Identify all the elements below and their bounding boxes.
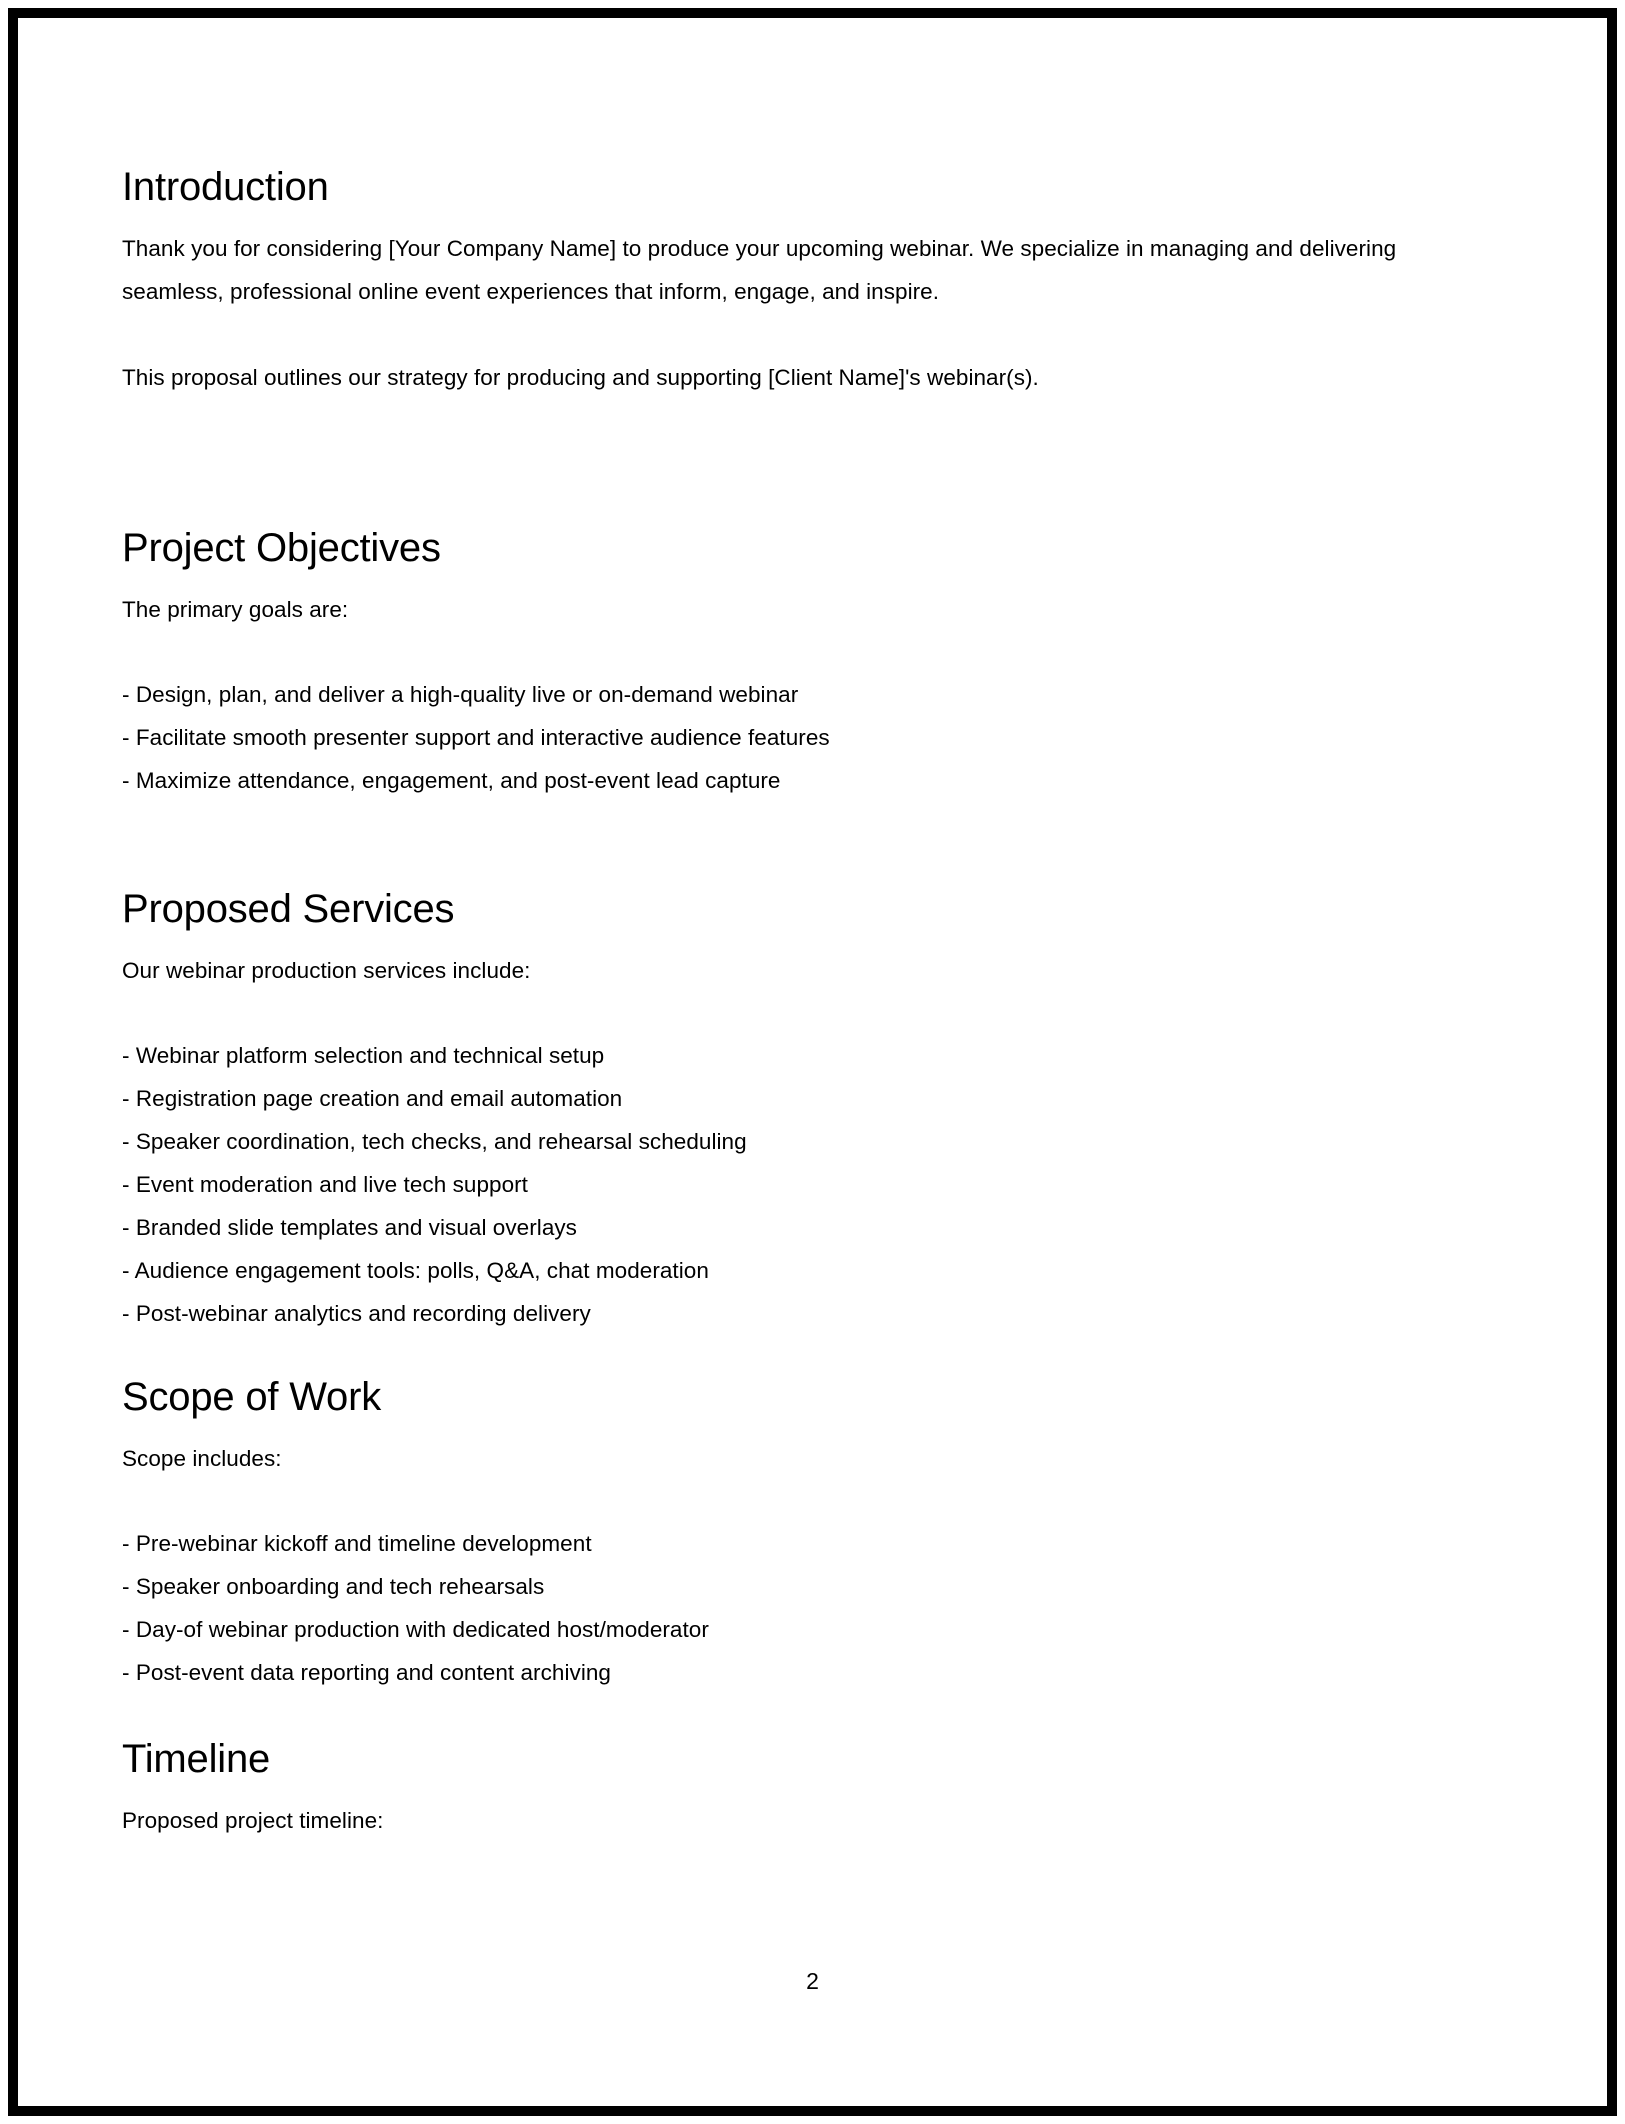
list-item: - Speaker onboarding and tech rehearsals bbox=[122, 1574, 545, 1599]
list-scope-of-work bbox=[122, 1522, 1434, 1694]
list-item: - Event moderation and live tech support bbox=[122, 1172, 528, 1197]
list-project-objectives bbox=[122, 673, 1434, 802]
list-item: - Branded slide templates and visual overlays bbox=[122, 1215, 577, 1240]
paragraph-project-objectives-intro: The primary goals are: bbox=[122, 597, 349, 622]
list-item: - Registration page creation and email automation bbox=[122, 1086, 623, 1111]
list-proposed-services bbox=[122, 1034, 1434, 1335]
list-item: - Day-of webinar production with dedicated host/moderator bbox=[122, 1617, 709, 1642]
heading-introduction: Introduction bbox=[122, 165, 329, 209]
section-introduction bbox=[122, 163, 1434, 399]
list-item: - Audience engagement tools: polls, Q&A, chat moderation bbox=[122, 1258, 709, 1283]
list-item: - Webinar platform selection and technical setup bbox=[122, 1043, 605, 1068]
list-item: - Design, plan, and deliver a high-quality live or on-demand webinar bbox=[122, 682, 799, 707]
heading-proposed-services: Proposed Services bbox=[122, 887, 455, 931]
paragraph-proposed-services-intro: Our webinar production services include: bbox=[122, 958, 531, 983]
section-project-objectives bbox=[122, 524, 1434, 802]
heading-project-objectives: Project Objectives bbox=[122, 526, 441, 570]
list-item: - Post-webinar analytics and recording delivery bbox=[122, 1301, 591, 1326]
list-item: - Speaker coordination, tech checks, and rehearsal scheduling bbox=[122, 1129, 747, 1154]
page-content-area bbox=[122, 0, 1434, 2124]
section-scope-of-work bbox=[122, 1373, 1434, 1694]
heading-timeline: Timeline bbox=[122, 1737, 271, 1781]
list-item: - Post-event data reporting and content archiving bbox=[122, 1660, 611, 1685]
paragraph-introduction-2: This proposal outlines our strategy for producing and supporting [Client Name]'s webinar(s). bbox=[122, 365, 1039, 390]
paragraph-introduction-1: Thank you for considering [Your Company Name] to produce your upcoming webinar. We specialize in managing and delivering seamless, professional online event experiences that inform, engage, and inspire. bbox=[122, 236, 1397, 304]
list-item: - Facilitate smooth presenter support and interactive audience features bbox=[122, 725, 830, 750]
list-item: - Pre-webinar kickoff and timeline development bbox=[122, 1531, 592, 1556]
section-timeline bbox=[122, 1735, 1434, 1842]
page-number: 2 bbox=[806, 1968, 819, 1994]
list-item: - Maximize attendance, engagement, and post-event lead capture bbox=[122, 768, 781, 793]
heading-scope-of-work: Scope of Work bbox=[122, 1375, 382, 1419]
section-proposed-services bbox=[122, 885, 1434, 1335]
paragraph-timeline-intro: Proposed project timeline: bbox=[122, 1808, 384, 1833]
paragraph-scope-of-work-intro: Scope includes: bbox=[122, 1446, 282, 1471]
